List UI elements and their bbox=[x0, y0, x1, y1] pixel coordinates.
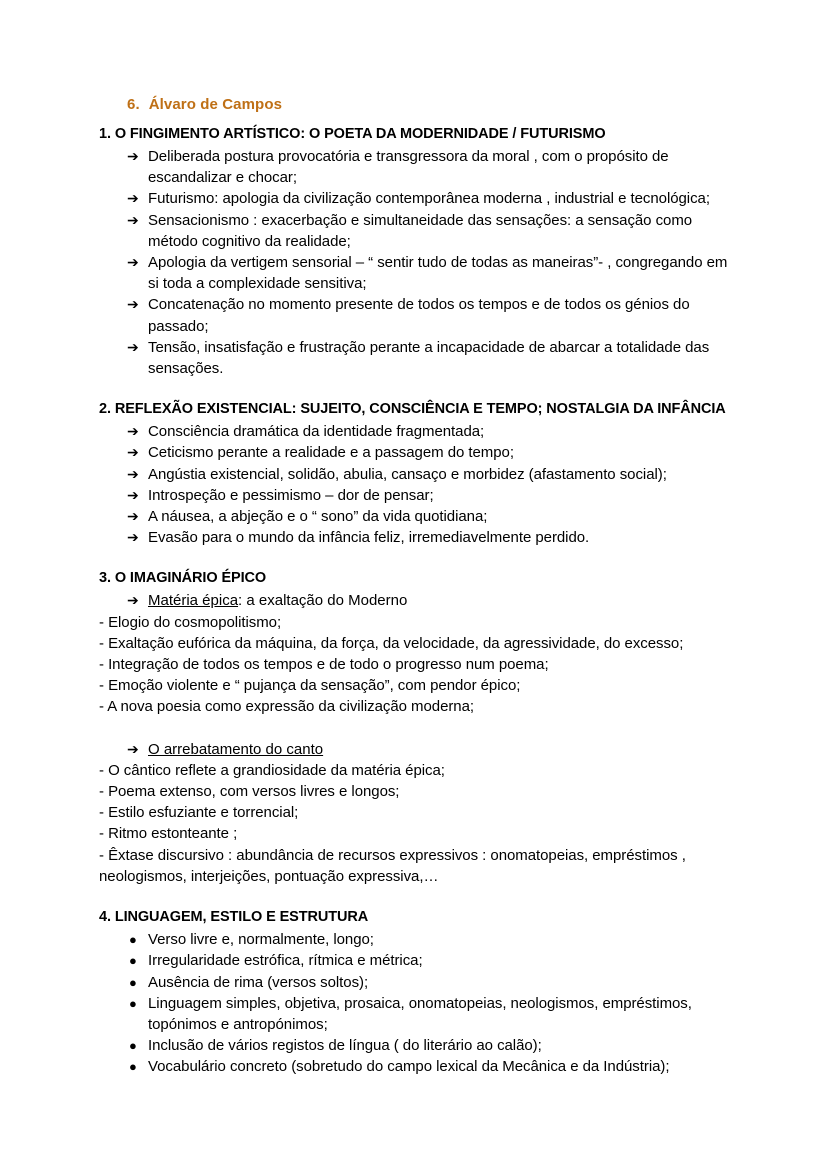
list-item bbox=[99, 146, 740, 188]
arrow-icon: ➔ bbox=[127, 529, 139, 546]
section-1-heading: 1. O FINGIMENTO ARTÍSTICO: O POETA DA MODERNIDADE / FUTURISMO bbox=[99, 126, 606, 142]
list-item bbox=[99, 210, 740, 252]
arrow-icon: ➔ bbox=[127, 444, 139, 461]
section-4 bbox=[99, 907, 740, 1077]
section-2-list bbox=[99, 421, 740, 548]
list-item bbox=[99, 950, 740, 971]
list-item-text: A náusea, a abjeção e o “ sono” da vida quotidiana; bbox=[148, 508, 488, 526]
list-item-text: Evasão para o mundo da infância feliz, irremediavelmente perdido. bbox=[148, 529, 590, 547]
section-4-heading: 4. LINGUAGEM, ESTILO E ESTRUTURA bbox=[99, 909, 369, 926]
list-item-text: Vocabulário concreto (sobretudo do campo lexical da Mecânica e da Indústria); bbox=[148, 1058, 670, 1076]
section-2 bbox=[99, 399, 740, 548]
section-2-heading: 2. REFLEXÃO EXISTENCIAL: SUJEITO, CONSCIÊNCIA E TEMPO; NOSTALGIA DA INFÂNCIA bbox=[99, 401, 726, 418]
list-item bbox=[99, 1035, 740, 1056]
list-item bbox=[99, 252, 740, 294]
list-item: - Ritmo estonteante ; bbox=[99, 825, 238, 843]
arrow-icon: ➔ bbox=[127, 190, 139, 207]
list-item-text: Tensão, insatisfação e frustração perante a incapacidade de abarcar a totalidade das sensações. bbox=[148, 338, 710, 378]
page-title-text: Álvaro de Campos bbox=[148, 96, 283, 113]
list-item bbox=[99, 993, 740, 1035]
arrow-icon: ➔ bbox=[127, 296, 139, 313]
list-item bbox=[99, 929, 740, 950]
arrow-icon: ➔ bbox=[127, 508, 139, 525]
list-item: - A nova poesia como expressão da civilização moderna; bbox=[99, 698, 475, 716]
list-item-text: Concatenação no momento presente de todos os tempos e de todos os génios do passado; bbox=[148, 296, 690, 335]
list-item bbox=[99, 464, 740, 485]
section-3-subheading-2 bbox=[99, 739, 740, 760]
list-item: - Poema extenso, com versos livres e longos; bbox=[99, 783, 400, 801]
dot-bullet-icon: ● bbox=[129, 932, 137, 948]
list-item-text: Inclusão de vários registos de língua ( do literário ao calão); bbox=[148, 1037, 542, 1055]
list-item bbox=[99, 506, 740, 527]
arrow-icon: ➔ bbox=[127, 740, 139, 757]
page-title bbox=[99, 94, 740, 115]
list-item-text: Sensacionismo : exacerbação e simultaneidade das sensações: a sensação como método cognitivo da realidade; bbox=[148, 211, 693, 250]
section-3-subheading-2-underlined: O arrebatamento do canto bbox=[148, 740, 324, 758]
section-1 bbox=[99, 124, 740, 379]
block-spacer bbox=[99, 718, 740, 739]
list-item-text: Irregularidade estrófica, rítmica e métrica; bbox=[148, 952, 423, 970]
list-item bbox=[99, 188, 740, 209]
list-item-text: Deliberada postura provocatória e transgressora da moral , com o propósito de escandalizar e chocar; bbox=[148, 148, 669, 187]
dot-bullet-icon: ● bbox=[129, 953, 137, 969]
page-title-number: 6. bbox=[127, 96, 140, 113]
dot-bullet-icon: ● bbox=[129, 1059, 137, 1075]
list-item bbox=[99, 972, 740, 993]
arrow-icon: ➔ bbox=[127, 592, 139, 609]
list-item-text: Angústia existencial, solidão, abulia, cansaço e morbidez (afastamento social); bbox=[148, 465, 667, 483]
list-item bbox=[99, 294, 740, 336]
list-item bbox=[99, 485, 740, 506]
list-item: - Emoção violente e “ pujança da sensação”, com pendor épico; bbox=[99, 677, 521, 695]
arrow-icon: ➔ bbox=[127, 465, 139, 482]
arrow-icon: ➔ bbox=[127, 423, 139, 440]
list-item-text: Introspeção e pessimismo – dor de pensar; bbox=[148, 486, 434, 504]
list-item: - Integração de todos os tempos e de todo o progresso num poema; bbox=[99, 656, 549, 674]
list-item-text: Verso livre e, normalmente, longo; bbox=[148, 931, 374, 949]
dot-bullet-icon: ● bbox=[129, 974, 137, 990]
list-item bbox=[99, 442, 740, 463]
section-3-dash-list-2 bbox=[99, 760, 740, 887]
list-item-text: Consciência dramática da identidade fragmentada; bbox=[148, 423, 485, 441]
arrow-icon: ➔ bbox=[127, 148, 139, 164]
section-1-list bbox=[99, 146, 740, 379]
dot-bullet-icon: ● bbox=[129, 1038, 137, 1054]
section-3 bbox=[99, 568, 740, 887]
section-3-subheading-1 bbox=[99, 590, 740, 611]
list-item: - O cântico reflete a grandiosidade da matéria épica; bbox=[99, 761, 445, 779]
section-3-subheading-1-underlined: Matéria épica bbox=[148, 592, 239, 610]
section-4-list bbox=[99, 929, 740, 1077]
dot-bullet-icon: ● bbox=[129, 995, 137, 1011]
list-item-text: Apologia da vertigem sensorial – “ sentir tudo de todas as maneiras”- , congregando em si toda a complexidade sensitiva; bbox=[148, 254, 728, 293]
arrow-icon: ➔ bbox=[127, 254, 139, 271]
list-item bbox=[99, 421, 740, 442]
list-item-text: Ceticismo perante a realidade e a passagem do tempo; bbox=[148, 444, 514, 462]
arrow-icon: ➔ bbox=[127, 338, 139, 355]
list-item: - Estilo esfuziante e torrencial; bbox=[99, 804, 299, 822]
list-item: - Exaltação eufórica da máquina, da força, da velocidade, da agressividade, do excesso; bbox=[99, 634, 684, 652]
list-item: - Elogio do cosmopolitismo; bbox=[99, 613, 282, 631]
list-item bbox=[99, 1056, 740, 1077]
list-item: - Êxtase discursivo : abundância de recursos expressivos : onomatopeias, empréstimos , neologismos, interjeições, pontuação expressiva,… bbox=[99, 846, 686, 885]
list-item bbox=[99, 527, 740, 548]
arrow-icon: ➔ bbox=[127, 486, 139, 503]
list-item-text: Linguagem simples, objetiva, prosaica, onomatopeias, neologismos, empréstimos, topónimos e antropónimos; bbox=[148, 994, 692, 1033]
section-3-subheading-1-rest: : a exaltação do Moderno bbox=[238, 592, 408, 610]
section-3-dash-list-1 bbox=[99, 612, 740, 718]
list-item-text: Futurismo: apologia da civilização contemporânea moderna , industrial e tecnológica; bbox=[148, 190, 710, 208]
section-3-heading: 3. O IMAGINÁRIO ÉPICO bbox=[99, 570, 267, 587]
list-item-text: Ausência de rima (versos soltos); bbox=[148, 973, 369, 991]
list-item bbox=[99, 337, 740, 379]
arrow-icon: ➔ bbox=[127, 211, 139, 228]
